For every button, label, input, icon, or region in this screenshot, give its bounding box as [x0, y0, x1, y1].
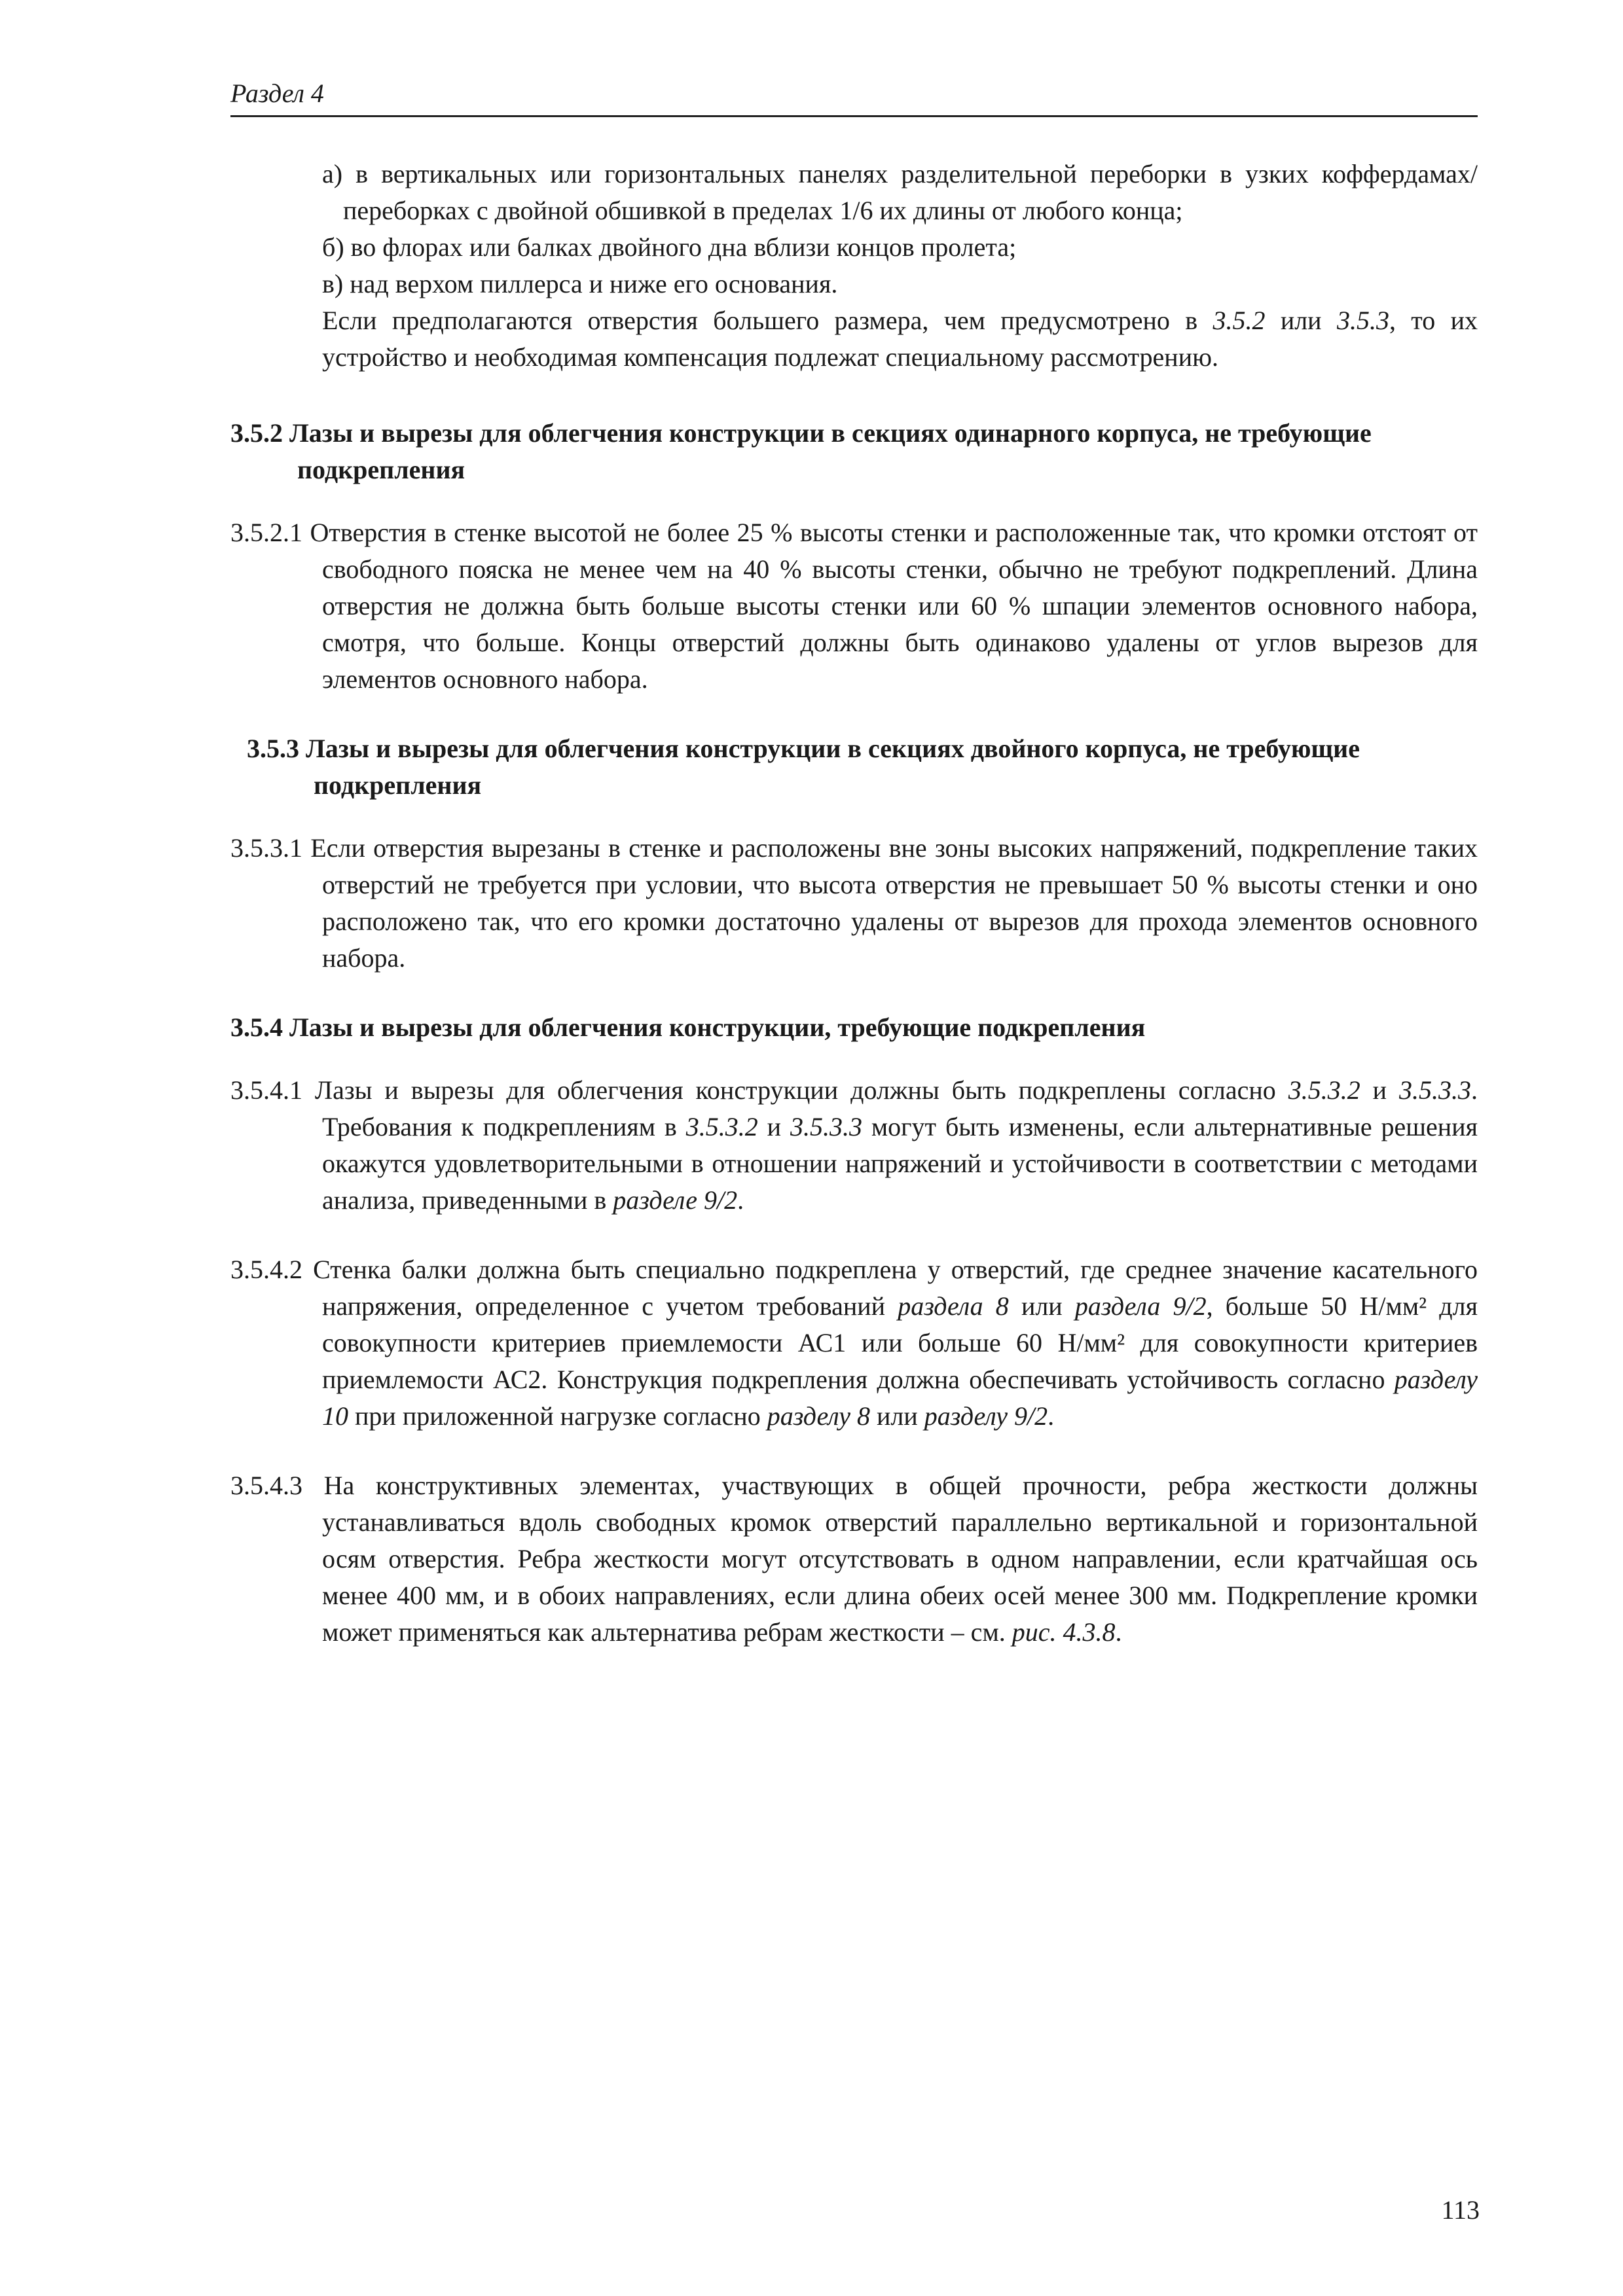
reference: 3.5.3.2 [685, 1112, 758, 1141]
section-heading-3-5-3: 3.5.3 Лазы и вырезы для облегчения конструкции в секциях двойного корпуса, не требующие подкрепления [247, 734, 1360, 800]
reference: разделу 10 [322, 1365, 1478, 1431]
paragraph-3-5-4-2: 3.5.4.2 Стенка балки должна быть специально подкреплена у отверстий, где среднее значение касательного напряжения, определенное с учетом требований раздела 8 или раздела 9/2, больше 50 Н/мм² для совокупности критериев приемлемости АС1 или больше 60 Н/мм² для совокупности критериев приемлемости АС2. Конструкция подкрепления должна обеспечивать устойчивость согласно разделу 10 при приложенной нагрузке согласно разделу 8 или разделу 9/2. [230, 1255, 1478, 1431]
reference: 3.5.3.3 [1399, 1075, 1472, 1105]
reference: рис. 4.3.8 [1012, 1617, 1116, 1647]
reference: раздела 9/2 [1074, 1291, 1207, 1321]
header-divider [230, 115, 1478, 117]
reference: разделу 8 [767, 1401, 870, 1431]
reference: 3.5.3.2 [1288, 1075, 1360, 1105]
reference: 3.5.3 [1336, 306, 1389, 335]
running-header: Раздел 4 [230, 79, 324, 108]
page-body [230, 156, 1478, 1683]
paragraph-3-5-2-1: 3.5.2.1 Отверстия в стенке высотой не более 25 % высоты стенки и расположенные так, что кромки отстоят от свободного пояска не менее чем на 40 % высоты стенки, обычно не требуют подкреплений. Длина отверстия не должна быть больше высоты стенки или 60 % шпации элементов основного набора, смотря, что больше. Концы отверстий должны быть одинаково удалены от углов вырезов для элементов основного набора. [230, 518, 1478, 694]
note-paragraph: Если предполагаются отверстия большего размера, чем предусмотрено в 3.5.2 или 3.5.3, то их устройство и необходимая компенсация подлежат специальному рассмотрению. [322, 306, 1478, 372]
list-item-a: а) в вертикальных или горизонтальных панелях разделительной переборки в узких коффердамах/ переборках с двойной обшивкой в пределах 1/6 их длины от любого конца; [322, 159, 1478, 225]
list-item-c: в) над верхом пиллерса и ниже его основания. [322, 269, 838, 298]
list-item-b: б) во флорах или балках двойного дна вблизи концов пролета; [322, 232, 1017, 262]
paragraph-3-5-4-3: 3.5.4.3 На конструктивных элементах, участвующих в общей прочности, ребра жесткости должны устанавливаться вдоль свободных кромок отверстий параллельно вертикальной и горизонтальной осям отверстия. Ребра жесткости могут отсутствовать в одном направлении, если кратчайшая ось менее 400 мм, и в обоих направлениях, если длина обеих осей менее 300 мм. Подкрепление кромки может применяться как альтернатива ребрам жесткости – см. рис. 4.3.8. [230, 1471, 1478, 1647]
reference: раздела 8 [898, 1291, 1009, 1321]
reference: разделе 9/2 [613, 1185, 738, 1215]
paragraph-3-5-4-1: 3.5.4.1 Лазы и вырезы для облегчения конструкции должны быть подкреплены согласно 3.5.3.2 и 3.5.3.3. Требования к подкреплениям в 3.5.3.2 и 3.5.3.3 могут быть изменены, если альтернативные решения окажутся удовлетворительными в отношении напряжений и устойчивости в соответствии с методами анализа, приведенными в разделе 9/2. [230, 1075, 1478, 1215]
reference: 3.5.2 [1213, 306, 1266, 335]
section-heading-3-5-4: 3.5.4 Лазы и вырезы для облегчения конструкции, требующие подкрепления [230, 1013, 1146, 1042]
reference: 3.5.3.3 [790, 1112, 862, 1141]
reference: разделу 9/2 [924, 1401, 1048, 1431]
paragraph-3-5-3-1: 3.5.3.1 Если отверстия вырезаны в стенке и расположены вне зоны высоких напряжений, подкрепление таких отверстий не требуется при условии, что высота отверстия не превышает 50 % высоты стенки и оно расположено так, что его кромки достаточно удалены от вырезов для прохода элементов основного набора. [230, 833, 1478, 973]
page-number: 113 [1441, 2195, 1480, 2225]
section-heading-3-5-2: 3.5.2 Лазы и вырезы для облегчения конструкции в секциях одинарного корпуса, не требующие подкрепления [230, 418, 1372, 484]
